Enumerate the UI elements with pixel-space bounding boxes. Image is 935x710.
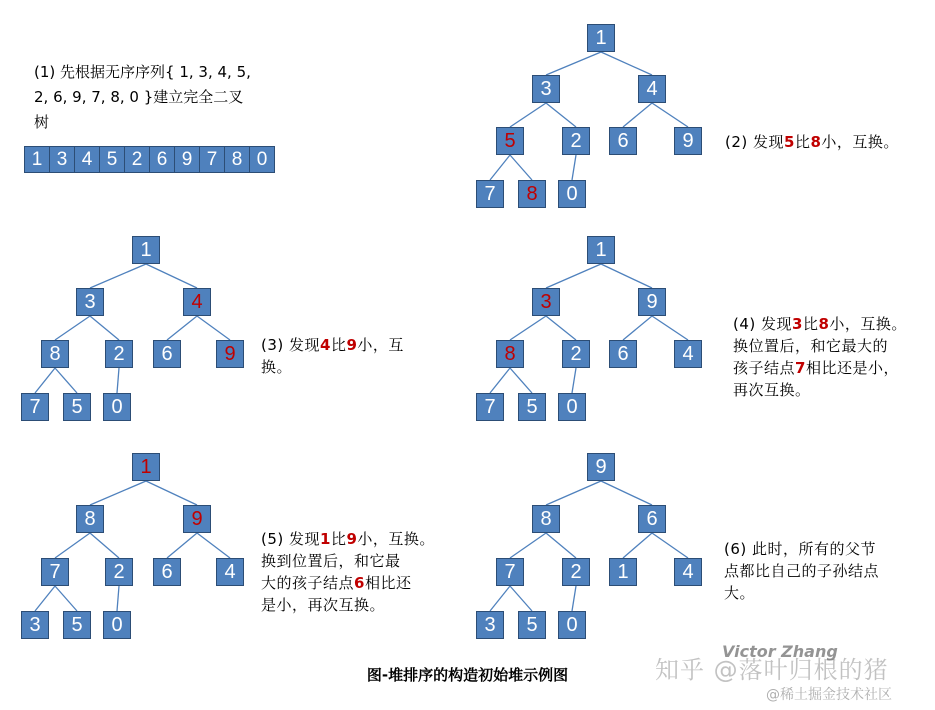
tree-edge [623,103,652,127]
tree-node: 2 [105,558,133,586]
highlight-number: 8 [810,133,822,151]
caption-text: 小，互 [357,336,404,354]
caption-text: 孩子结点 [733,359,796,377]
tree-node: 9 [587,453,615,481]
tree-edge [510,368,532,393]
juejin-watermark: @稀土掘金技术社区 [766,687,892,703]
tree-edge [490,586,510,611]
tree-node: 0 [558,393,586,421]
tree-node: 7 [41,558,69,586]
tree-node: 3 [21,611,49,639]
tree-node: 4 [183,288,211,316]
tree-node: 7 [476,180,504,208]
caption-line [724,538,879,560]
tree-node: 9 [216,340,244,368]
tree-edge [510,155,532,180]
tree-edge [510,533,546,558]
caption-text: 是小，再次互换。 [261,596,386,614]
step-caption [261,528,435,616]
caption-text: 换到位置后，和它最 [261,552,401,570]
caption-line [261,528,435,550]
tree-node: 1 [587,236,615,264]
tree-node: 2 [105,340,133,368]
tree-node: 3 [532,75,560,103]
tree-edge [510,316,546,340]
tree-edge [572,368,576,393]
tree-edge [652,533,688,558]
tree-node: 8 [41,340,69,368]
tree-edge [623,316,652,340]
caption-line [724,560,879,582]
caption-line [261,550,435,572]
caption-line [261,334,404,356]
array-cell: 8 [224,146,250,173]
tree-node: 8 [518,180,546,208]
caption-text: 比 [330,336,347,354]
tree-node: 6 [153,558,181,586]
caption-text: 比 [794,133,811,151]
tree-node: 4 [674,558,702,586]
caption-text: 小，互换。 [821,133,899,151]
figure-title: 图-堆排序的构造初始堆示例图 [366,666,569,684]
tree-edge [90,533,119,558]
caption-text: 点都比自己的子孙结点 [724,562,880,580]
tree-node: 4 [638,75,666,103]
highlight-number: 5 [784,133,795,151]
tree-edge [510,586,532,611]
array-cell: 4 [74,146,100,173]
caption-text: 比 [802,315,819,333]
tree-node: 2 [562,127,590,155]
tree-edge [167,533,197,558]
tree-edge [546,264,601,288]
tree-node: 9 [183,505,211,533]
tree-node: 0 [558,611,586,639]
tree-node: 3 [476,611,504,639]
tree-edge [652,316,688,340]
tree-node: 6 [609,340,637,368]
tree-node: 7 [476,393,504,421]
tree-edge [546,316,576,340]
caption-text: (5) 发现 [261,530,321,548]
intro-line: 树 [34,113,50,131]
caption-text: 换。 [261,358,293,376]
tree-node: 7 [21,393,49,421]
caption-text: 小，互换。 [829,315,907,333]
array-cell: 7 [199,146,225,173]
tree-edge [601,52,652,75]
tree-node: 6 [153,340,181,368]
tree-node: 6 [638,505,666,533]
caption-line [261,594,435,616]
tree-edge [55,316,90,340]
array-cell: 3 [49,146,75,173]
tree-node: 3 [76,288,104,316]
tree-edge [572,586,576,611]
caption-text: 大的孩子结点 [261,574,355,592]
caption-text: 小，互换。 [357,530,435,548]
caption-text: 相比还 [364,574,412,592]
array-cell: 9 [174,146,200,173]
tree-edge [90,481,146,505]
intro-line: 2, 6, 9, 7, 8, 0 }建立完全二叉 [34,88,244,106]
highlight-number: 6 [354,574,365,592]
zhihu-watermark: 知乎 @落叶归根的猪 [655,656,889,684]
tree-edge [146,481,197,505]
tree-edge [117,586,119,611]
tree-edge [652,103,688,127]
tree-edge [490,368,510,393]
highlight-number: 7 [795,359,806,377]
tree-edge [546,52,601,75]
caption-text: 比 [330,530,347,548]
tree-node: 5 [496,127,524,155]
highlight-number: 9 [346,336,358,354]
tree-node: 5 [63,393,91,421]
tree-edge [55,586,77,611]
caption-line [261,572,435,594]
caption-line [724,582,879,604]
tree-edge [510,103,546,127]
tree-edge [601,481,652,505]
tree-edge [197,533,230,558]
caption-text: (4) 发现 [733,315,793,333]
tree-edge [546,481,601,505]
tree-node: 1 [132,236,160,264]
tree-edge [55,368,77,393]
tree-edge [490,155,510,180]
step-caption [725,131,899,153]
tree-edge [90,264,146,288]
highlight-number: 3 [792,315,803,333]
author-watermark: Victor Zhang [722,642,838,661]
tree-node: 8 [76,505,104,533]
sequence-array [24,146,274,173]
tree-node: 4 [216,558,244,586]
tree-node: 9 [674,127,702,155]
tree-edge [546,103,576,127]
array-cell: 1 [24,146,50,173]
highlight-number: 8 [818,315,830,333]
tree-edge [623,533,652,558]
step-caption [733,313,907,401]
tree-node: 2 [562,340,590,368]
caption-line [725,131,899,153]
tree-edge [601,264,652,288]
tree-edge [572,155,576,180]
intro-line: (1) 先根据无序序列{ 1, 3, 4, 5, [34,63,251,81]
caption-line [733,379,907,401]
tree-edge [197,316,230,340]
tree-edge [35,368,55,393]
caption-text: (3) 发现 [261,336,321,354]
tree-edge [546,533,576,558]
tree-node: 0 [103,611,131,639]
tree-node: 1 [609,558,637,586]
array-cell: 6 [149,146,175,173]
tree-edge [55,533,90,558]
highlight-number: 4 [320,336,331,354]
tree-node: 5 [518,393,546,421]
caption-line [733,313,907,335]
intro-text [34,60,274,135]
array-cell: 0 [249,146,275,173]
tree-node: 5 [63,611,91,639]
tree-edge [146,264,197,288]
caption-text: 相比还是小， [805,359,899,377]
tree-node: 5 [518,611,546,639]
tree-edge [35,586,55,611]
tree-node: 8 [496,340,524,368]
step-caption [724,538,879,604]
caption-text: 大。 [724,584,756,602]
highlight-number: 1 [320,530,331,548]
caption-line [733,357,907,379]
tree-edge [90,316,119,340]
tree-node: 7 [496,558,524,586]
caption-line [261,356,404,378]
tree-edge [167,316,197,340]
caption-text: (6) 此时，所有的父节 [724,540,877,558]
tree-edge [117,368,119,393]
highlight-number: 9 [346,530,358,548]
tree-node: 6 [609,127,637,155]
caption-text: 再次互换。 [733,381,811,399]
tree-node: 0 [558,180,586,208]
caption-line [733,335,907,357]
step-caption [261,334,404,378]
tree-node: 3 [532,288,560,316]
caption-text: (2) 发现 [725,133,785,151]
tree-node: 4 [674,340,702,368]
array-cell: 5 [99,146,125,173]
tree-node: 8 [532,505,560,533]
tree-node: 2 [562,558,590,586]
tree-node: 0 [103,393,131,421]
caption-text: 换位置后，和它最大的 [733,337,889,355]
tree-node: 9 [638,288,666,316]
tree-node: 1 [132,453,160,481]
tree-node: 1 [587,24,615,52]
array-cell: 2 [124,146,150,173]
